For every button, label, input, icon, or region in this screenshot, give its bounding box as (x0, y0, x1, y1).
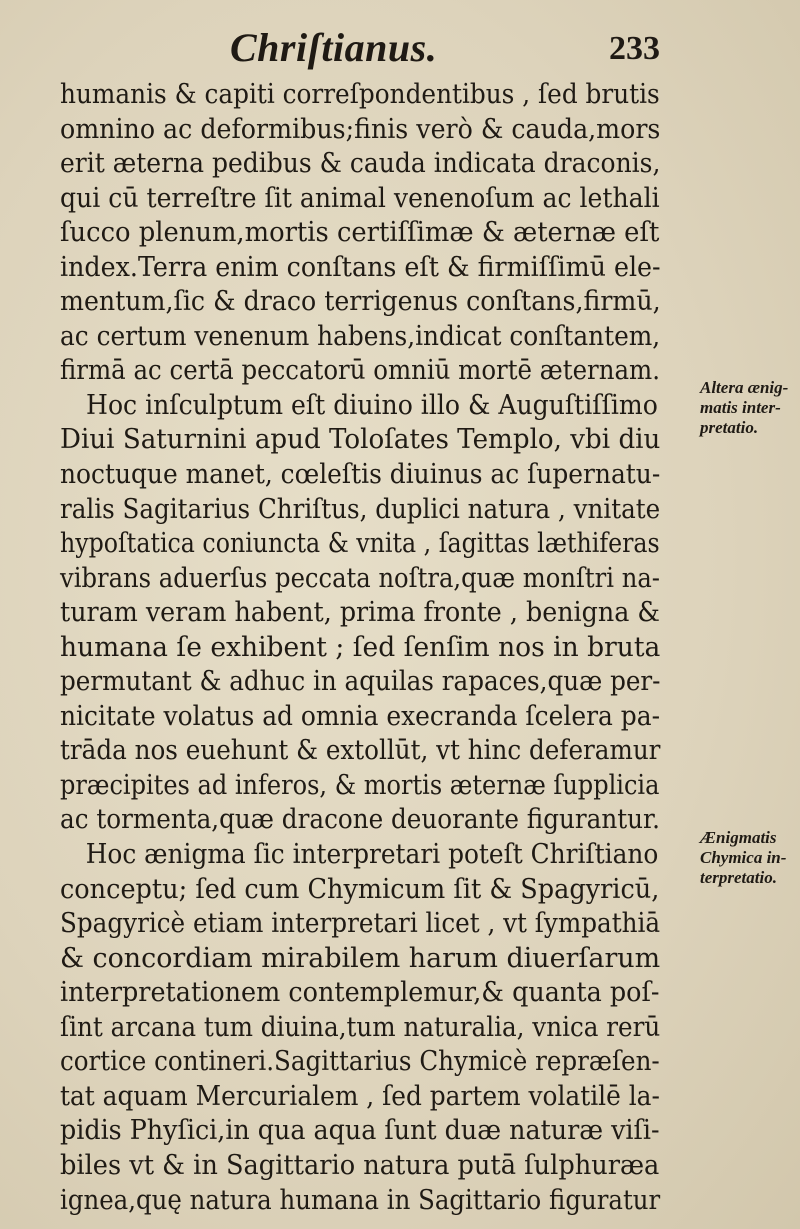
text-line: ralis Sagitarius Chriſtus, duplici natura , vnitate (60, 493, 661, 525)
text-line: ac tormenta,quæ dracone deuorante figurantur. (60, 804, 660, 836)
text-line: noctuque manet, cœleſtis diuinus ac ſupernatu- (60, 459, 661, 491)
margin-note-line: matis inter- (700, 398, 781, 417)
text-line: vibrans aduerſus peccata noſtra,quæ monſtri na- (60, 562, 661, 594)
text-line: ignea,quę natura humana in Sagittario figuratur (60, 1184, 661, 1216)
text-line: præcipites ad inferos, & mortis æternæ ſupplicia (60, 769, 660, 801)
text-line: ſucco plenum,mortis certiſſimæ & æternæ eſt (60, 217, 660, 249)
margin-note-line: Ænigmatis (700, 828, 777, 847)
text-line: permutant & adhuc in aquilas rapaces,quæ per- (60, 666, 661, 698)
page-number: 233 (609, 30, 660, 67)
text-line: interpretationem contemplemur,& quanta poſ- (60, 977, 660, 1009)
margin-note-line: terpretatio. (700, 868, 777, 887)
paragraph-start-line: Hoc ænigma ſic interpretari poteſt Chriſtiano (85, 839, 659, 871)
text-line: pidis Phyſici,in qua aqua ſunt duæ naturæ viſi- (60, 1115, 660, 1147)
text-line: Diui Saturnini apud Toloſates Templo, vbi diu (60, 424, 661, 456)
text-line: nicitate volatus ad omnia execranda ſcelera pa- (60, 700, 660, 732)
text-line: erit æterna pedibus & cauda indicata draconis, (60, 148, 661, 180)
running-title: Chriſtianus. (230, 25, 438, 70)
text-line: cortice contineri.Sagittarius Chymicè repræſen- (60, 1046, 660, 1078)
text-line: trāda nos euehunt & extollūt, vt hinc deferamur (60, 735, 661, 767)
margin-note-altera (700, 378, 796, 438)
text-line: mentum,ſic & draco terrigenus conſtans,firmū, (60, 286, 661, 318)
body-text (60, 78, 660, 1218)
text-line: & concordiam mirabilem harum diuerſarum (60, 942, 661, 974)
text-line: hypoſtatica coniuncta & vnita , ſagittas læthiferas (60, 528, 660, 560)
text-line: tat aquam Mercurialem , ſed partem volatilē la- (60, 1080, 660, 1112)
text-line: biles vt & in Sagittario natura putā ſulphuræa (60, 1149, 660, 1181)
margin-note-line: Chymica in- (700, 848, 787, 867)
text-line: ſint arcana tum diuina,tum naturalia, vnica rerū (60, 1011, 661, 1043)
text-line: index.Terra enim conſtans eſt & firmiſſimū ele- (60, 251, 661, 283)
margin-note-line: pretatio. (700, 418, 759, 437)
text-line: Spagyricè etiam interpretari licet , vt ſympathiā (60, 908, 661, 940)
page-header (60, 22, 660, 72)
text-line: omnino ac deformibus;finis verò & cauda,mors (60, 113, 661, 145)
text-line: firmā ac certā peccatorū omniū mortē æternam. (60, 355, 660, 387)
margin-note-line: Altera ænig- (700, 378, 789, 397)
paragraph-start-line: Hoc inſculptum eſt diuino illo & Auguſtiſſimo (86, 389, 658, 421)
text-line: qui cū terreſtre ſit animal venenoſum ac lethali (60, 182, 660, 214)
text-line: turam veram habent, prima fronte , benigna & (60, 597, 660, 629)
text-line: ac certum venenum habens,indicat conſtantem, (60, 320, 661, 352)
margin-note-chymica (700, 828, 796, 888)
text-line: conceptu; ſed cum Chymicum ſit & Spagyricū, (60, 873, 660, 905)
text-line: humana ſe exhibent ; ſed ſenſim nos in bruta (60, 631, 661, 663)
text-line: humanis & capiti correſpondentibus , ſed brutis (60, 79, 660, 110)
